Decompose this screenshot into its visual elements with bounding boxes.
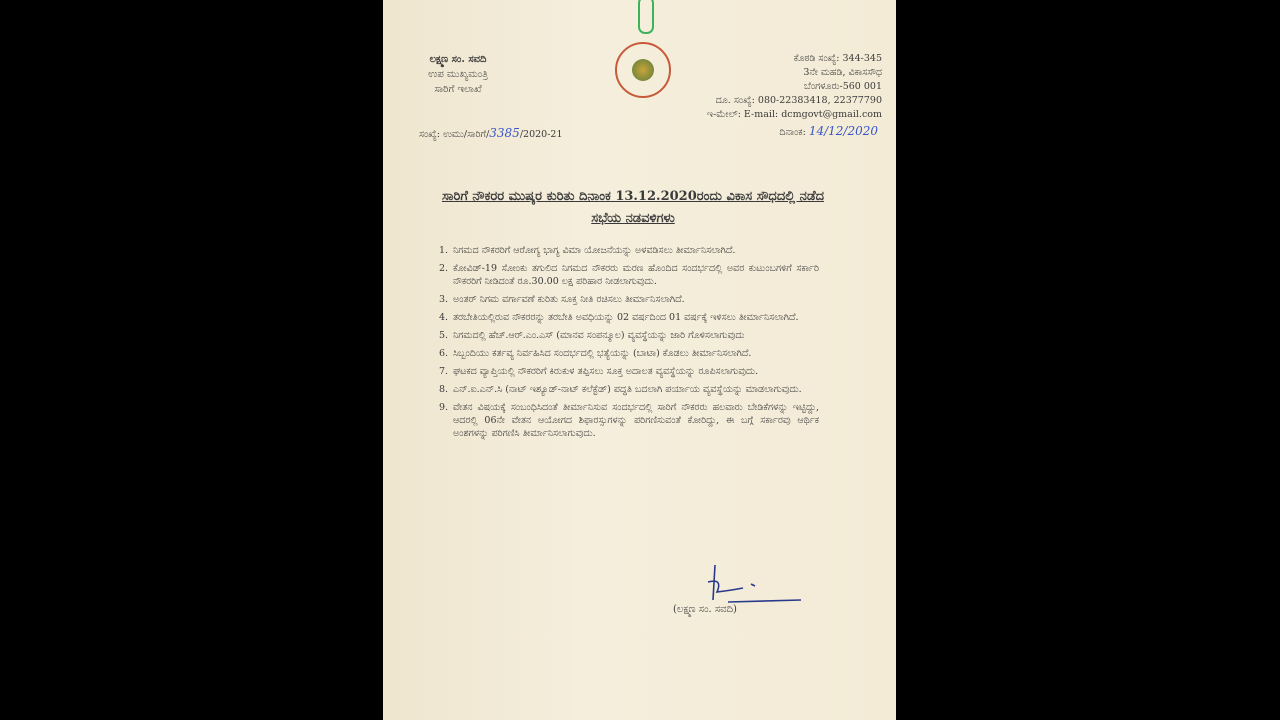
item-number: 2. <box>439 263 449 274</box>
reference-handwritten: 3385 <box>489 126 520 140</box>
item-text: ನಿಗಮದ ನೌಕರರಿಗೆ ಆರೋಗ್ಯ ಭಾಗ್ಯ ವಿಮಾ ಯೋಜನೆಯನ್ನು ಅಳವಡಿಸಲು ತೀರ್ಮಾನಿಸಲಾಗಿದೆ. <box>453 245 736 256</box>
list-item <box>439 365 819 378</box>
paper-clip <box>638 0 654 34</box>
reference-number <box>419 126 563 140</box>
city: ಬೆಂಗಳೂರು-560 001 <box>804 81 882 92</box>
phone: ದೂ. ಸಂಖ್ಯೆ: 080-22383418, 22377790 <box>715 95 882 106</box>
item-number: 5. <box>439 330 449 341</box>
document-title: ಸಾರಿಗೆ ನೌಕರರ ಮುಷ್ಕರ ಕುರಿತು ದಿನಾಂಕ 13.12.2020ರಂದು ವಿಕಾಸ ಸೌಧದಲ್ಲಿ ನಡೆದ ಸಭೆಯ ನಡವಳಿಗಳು <box>441 189 825 226</box>
sender-block <box>403 52 513 97</box>
item-number: 8. <box>439 384 449 395</box>
room-number: ಕೊಠಡಿ ಸಂಖ್ಯೆ: 344-345 <box>793 53 882 64</box>
address-block <box>707 52 882 122</box>
item-text: ತರಬೇತಿಯಲ್ಲಿರುವ ನೌಕರರನ್ನು ತರಬೇತಿ ಅವಧಿಯನ್ನು 02 ವರ್ಷದಿಂದ 01 ವರ್ಷಕ್ಕೆ ಇಳಿಸಲು ತೀರ್ಮಾನಿಸಲಾಗಿದೆ. <box>453 312 799 323</box>
item-number: 7. <box>439 366 449 377</box>
list-item <box>439 311 819 324</box>
floor: 3ನೇ ಮಹಡಿ, ವಿಕಾಸಸೌಧ <box>803 67 882 78</box>
list-item <box>439 262 819 288</box>
item-number: 6. <box>439 348 449 359</box>
list-item <box>439 347 819 360</box>
sender-name: ಲಕ್ಷ್ಮಣ ಸಂ. ಸವದಿ <box>429 54 487 65</box>
reference-label: ಸಂಖ್ಯೆ: ಉಮು/ಸಾರಿಗೆ/ <box>419 129 490 140</box>
letter-date <box>779 124 878 138</box>
item-text: ನಿಗಮದಲ್ಲಿ ಹೆಚ್.ಆರ್.ಎಂ.ಎಸ್ (ಮಾನವ ಸಂಪನ್ಮೂಲ) ವ್ಯವಸ್ಥೆಯನ್ನು ಜಾರಿ ಗೊಳಿಸಲಾಗುವುದು <box>453 330 745 341</box>
list-item <box>439 401 819 440</box>
sender-designation: ಉಪ ಮುಖ್ಯಮಂತ್ರಿ <box>428 69 488 80</box>
document-page <box>383 0 896 720</box>
list-item <box>439 383 819 396</box>
date-label: ದಿನಾಂಕ: <box>779 127 806 138</box>
item-text: ವೇತನ ವಿಷಯಕ್ಕೆ ಸಂಬಂಧಿಸಿದಂತೆ ತೀರ್ಮಾನಿಸುವ ಸಂದರ್ಭದಲ್ಲಿ ಸಾರಿಗೆ ನೌಕರರು ಹಲವಾರು ಬೇಡಿಕೆಗಳನ್ನು ಇಟ್ಟಿದ್ದು, ಆದರಲ್ಲಿ 06ನೇ ವೇತನ ಆಯೋಗದ ಶಿಫಾರಸ್ಸುಗಳನ್ನು ಪರಿಗಣಿಸುವಂತೆ ಕೋರಿದ್ದು, ಈ ಬಗ್ಗೆ ಸರ್ಕಾರವು ಆರ್ಥಿಕ ಅಂಶಗಳನ್ನು ಪರಿಗಣಿಸಿ ತೀರ್ಮಾನಿಸಲಾಗುವುದು. <box>453 402 819 439</box>
item-number: 1. <box>439 245 449 256</box>
government-emblem-icon <box>615 42 671 98</box>
item-text: ಕೋವಿಡ್-19 ಸೋಂಕು ತಗುಲಿದ ನಿಗಮದ ನೌಕರರು ಮರಣ ಹೊಂದಿದ ಸಂದರ್ಭದಲ್ಲಿ ಅವರ ಕುಟುಂಬಗಳಿಗೆ ಸರ್ಕಾರಿ ನೌಕರರಿಗೆ ನೀಡಿದಂತೆ ರೂ.30.00 ಲಕ್ಷ ಪರಿಹಾರ ನೀಡಲಾಗುವುದು. <box>453 263 819 287</box>
item-number: 3. <box>439 294 449 305</box>
list-item <box>439 293 819 306</box>
item-text: ಅಂತರ್ ನಿಗಮ ವರ್ಗಾವಣೆ ಕುರಿತು ಸೂಕ್ತ ನೀತಿ ರಚಿಸಲು ತೀರ್ಮಾನಿಸಲಾಗಿದೆ. <box>453 294 685 305</box>
signature <box>703 560 803 605</box>
list-item <box>439 244 819 257</box>
date-handwritten: 14/12/2020 <box>808 124 878 138</box>
item-number: 4. <box>439 312 449 323</box>
email: ಇ-ಮೇಲ್: E-mail: dcmgovt@gmail.com <box>706 109 882 120</box>
sender-department: ಸಾರಿಗೆ ಇಲಾಖೆ <box>434 84 482 95</box>
item-text: ಎನ್.ಐ.ಎನ್.ಸಿ (ನಾಟ್ ಇಶ್ಯೂಡ್-ನಾಟ್ ಕಲೆಕ್ಟೆಡ್) ಪದ್ಧತಿ ಬದಲಾಗಿ ಪರ್ಯಾಯ ವ್ಯವಸ್ಥೆಯನ್ನು ಮಾಡಲಾಗುವುದು. <box>453 384 802 395</box>
item-text: ಘಟಕದ ವ್ಯಾಪ್ತಿಯಲ್ಲಿ ನೌಕರರಿಗೆ ಕಿರುಕುಳ ತಪ್ಪಿಸಲು ಸೂಕ್ತ ಅದಾಲತ ವ್ಯವಸ್ಥೆಯನ್ನು ರೂಪಿಸಲಾಗುವುದು. <box>453 366 759 377</box>
item-text: ಸಿಬ್ಬಂದಿಯು ಕರ್ತವ್ಯ ನಿರ್ವಹಿಸಿದ ಸಂದರ್ಭದಲ್ಲಿ ಭತ್ಯೆಯನ್ನು (ಬಾಟಾ) ಕೊಡಲು ತೀರ್ಮಾನಿಸಲಾಗಿದೆ. <box>453 348 752 359</box>
item-number: 9. <box>439 402 449 413</box>
signatory-name: (ಲಕ್ಷ್ಮಣ ಸಂ. ಸವದಿ) <box>673 604 737 615</box>
list-item <box>439 329 819 342</box>
resolution-list <box>439 244 819 445</box>
reference-suffix: /2020-21 <box>519 129 563 140</box>
